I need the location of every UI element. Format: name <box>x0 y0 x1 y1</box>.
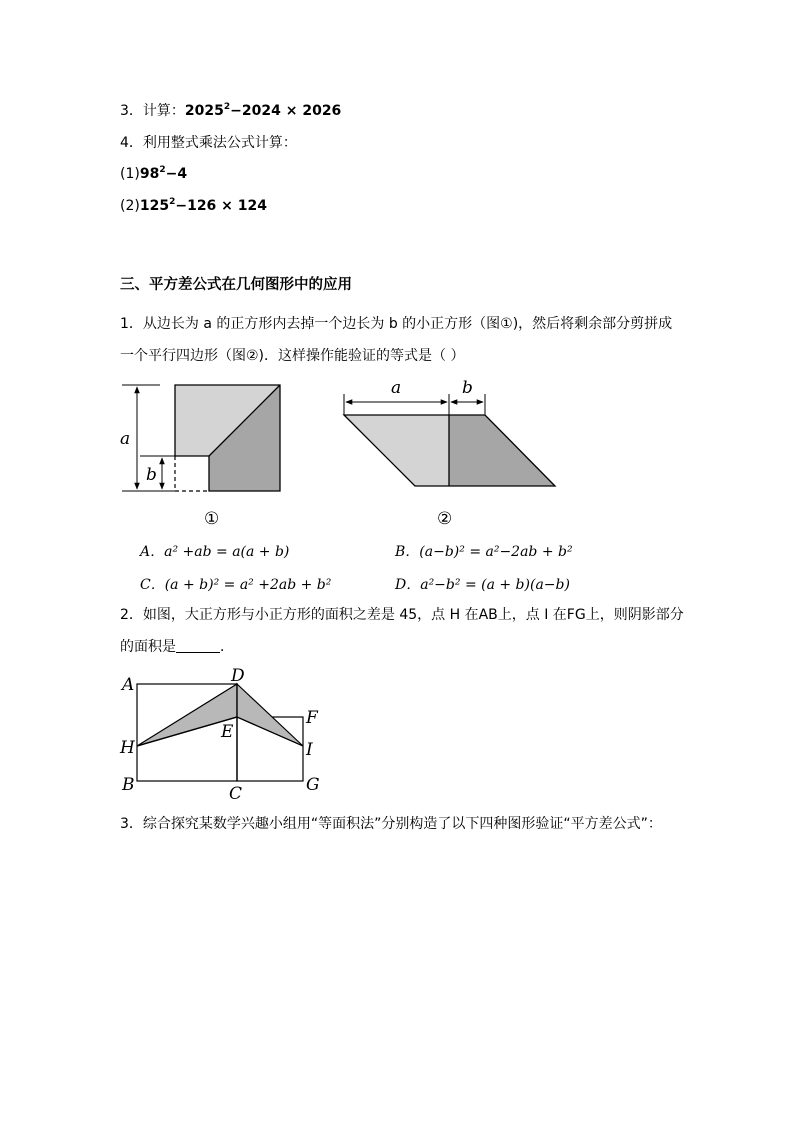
section-heading: 三、平方差公式在几何图形中的应用 <box>120 277 352 293</box>
q3-rest: −2024 × 2026 <box>230 103 342 119</box>
point-c: C <box>229 784 243 804</box>
q4-p2-rest: −126 × 124 <box>175 198 267 214</box>
fig1-label-b: b <box>146 465 157 485</box>
shaded-triangle-right <box>237 684 303 746</box>
point-e: E <box>221 722 234 742</box>
problem1-line1: 1．从边长为 a 的正方形内去掉一个边长为 b 的小正方形（图①)，然后将剩余部分剪拼成 <box>120 316 673 332</box>
fig1-label-a: a <box>120 429 131 449</box>
q3-prefix: 3．计算： <box>120 103 185 119</box>
problem1-figures <box>0 370 794 570</box>
point-h: H <box>120 738 135 758</box>
problem1-line2: 一个平行四边形（图②)．这样操作能验证的等式是（ ） <box>120 348 465 364</box>
q4-p2-num: (2) <box>120 198 140 214</box>
q4-part1 <box>120 164 187 184</box>
q3-base: 2025 <box>184 103 224 119</box>
q3-exp: 2 <box>223 102 231 112</box>
q4-label: 4．利用整式乘法公式计算： <box>120 135 297 151</box>
fig2-light-region <box>344 415 449 486</box>
q4-p1-num: (1) <box>120 166 140 182</box>
fig2-caption: ② <box>437 509 453 529</box>
point-d: D <box>231 666 245 686</box>
problem3-line1: 3．综合探究某数学兴趣小组用“等面积法”分别构造了以下四种图形验证“平方差公式”： <box>120 816 662 832</box>
q4-part2 <box>120 196 267 216</box>
problem2-line1: 2．如图，大正方形与小正方形的面积之差是 45，点 H 在AB上，点 I 在FG上，则阴影部分 <box>120 607 684 623</box>
point-f: F <box>306 708 318 728</box>
option-c: C．(a + b)² = a² +2ab + b² <box>140 577 332 593</box>
point-g: G <box>306 775 320 795</box>
q4-p1-base: 98 <box>139 166 160 182</box>
fig1-removed-square <box>175 456 209 491</box>
fig2-label-a: a <box>391 378 402 398</box>
option-d: D．a²−b² = (a + b)(a−b) <box>395 577 570 593</box>
fig2-label-b: b <box>462 378 473 398</box>
q4-p2-exp: 2 <box>169 197 176 207</box>
fig1-caption: ① <box>204 509 220 529</box>
figure-2 <box>344 378 555 529</box>
answer-blank[interactable] <box>176 638 220 653</box>
problem2-line2 <box>120 637 234 657</box>
problem2-line2-prefix: 的面积是 <box>120 639 176 655</box>
q3-line <box>120 101 341 121</box>
q4-p2-base: 125 <box>139 198 170 214</box>
q4-p1-rest: −4 <box>165 166 188 182</box>
option-a: A．a² +ab = a(a + b) <box>140 544 290 560</box>
point-i: I <box>306 740 313 760</box>
problem2-line2-suffix: ． <box>220 639 234 655</box>
q4-p1-exp: 2 <box>159 165 166 175</box>
option-b: B．(a−b)² = a²−2ab + b² <box>395 544 573 560</box>
point-a: A <box>122 675 135 695</box>
point-b: B <box>122 775 135 795</box>
figure-1 <box>120 385 280 529</box>
fig2-dark-region <box>449 415 555 486</box>
problem2-figure <box>110 665 370 805</box>
